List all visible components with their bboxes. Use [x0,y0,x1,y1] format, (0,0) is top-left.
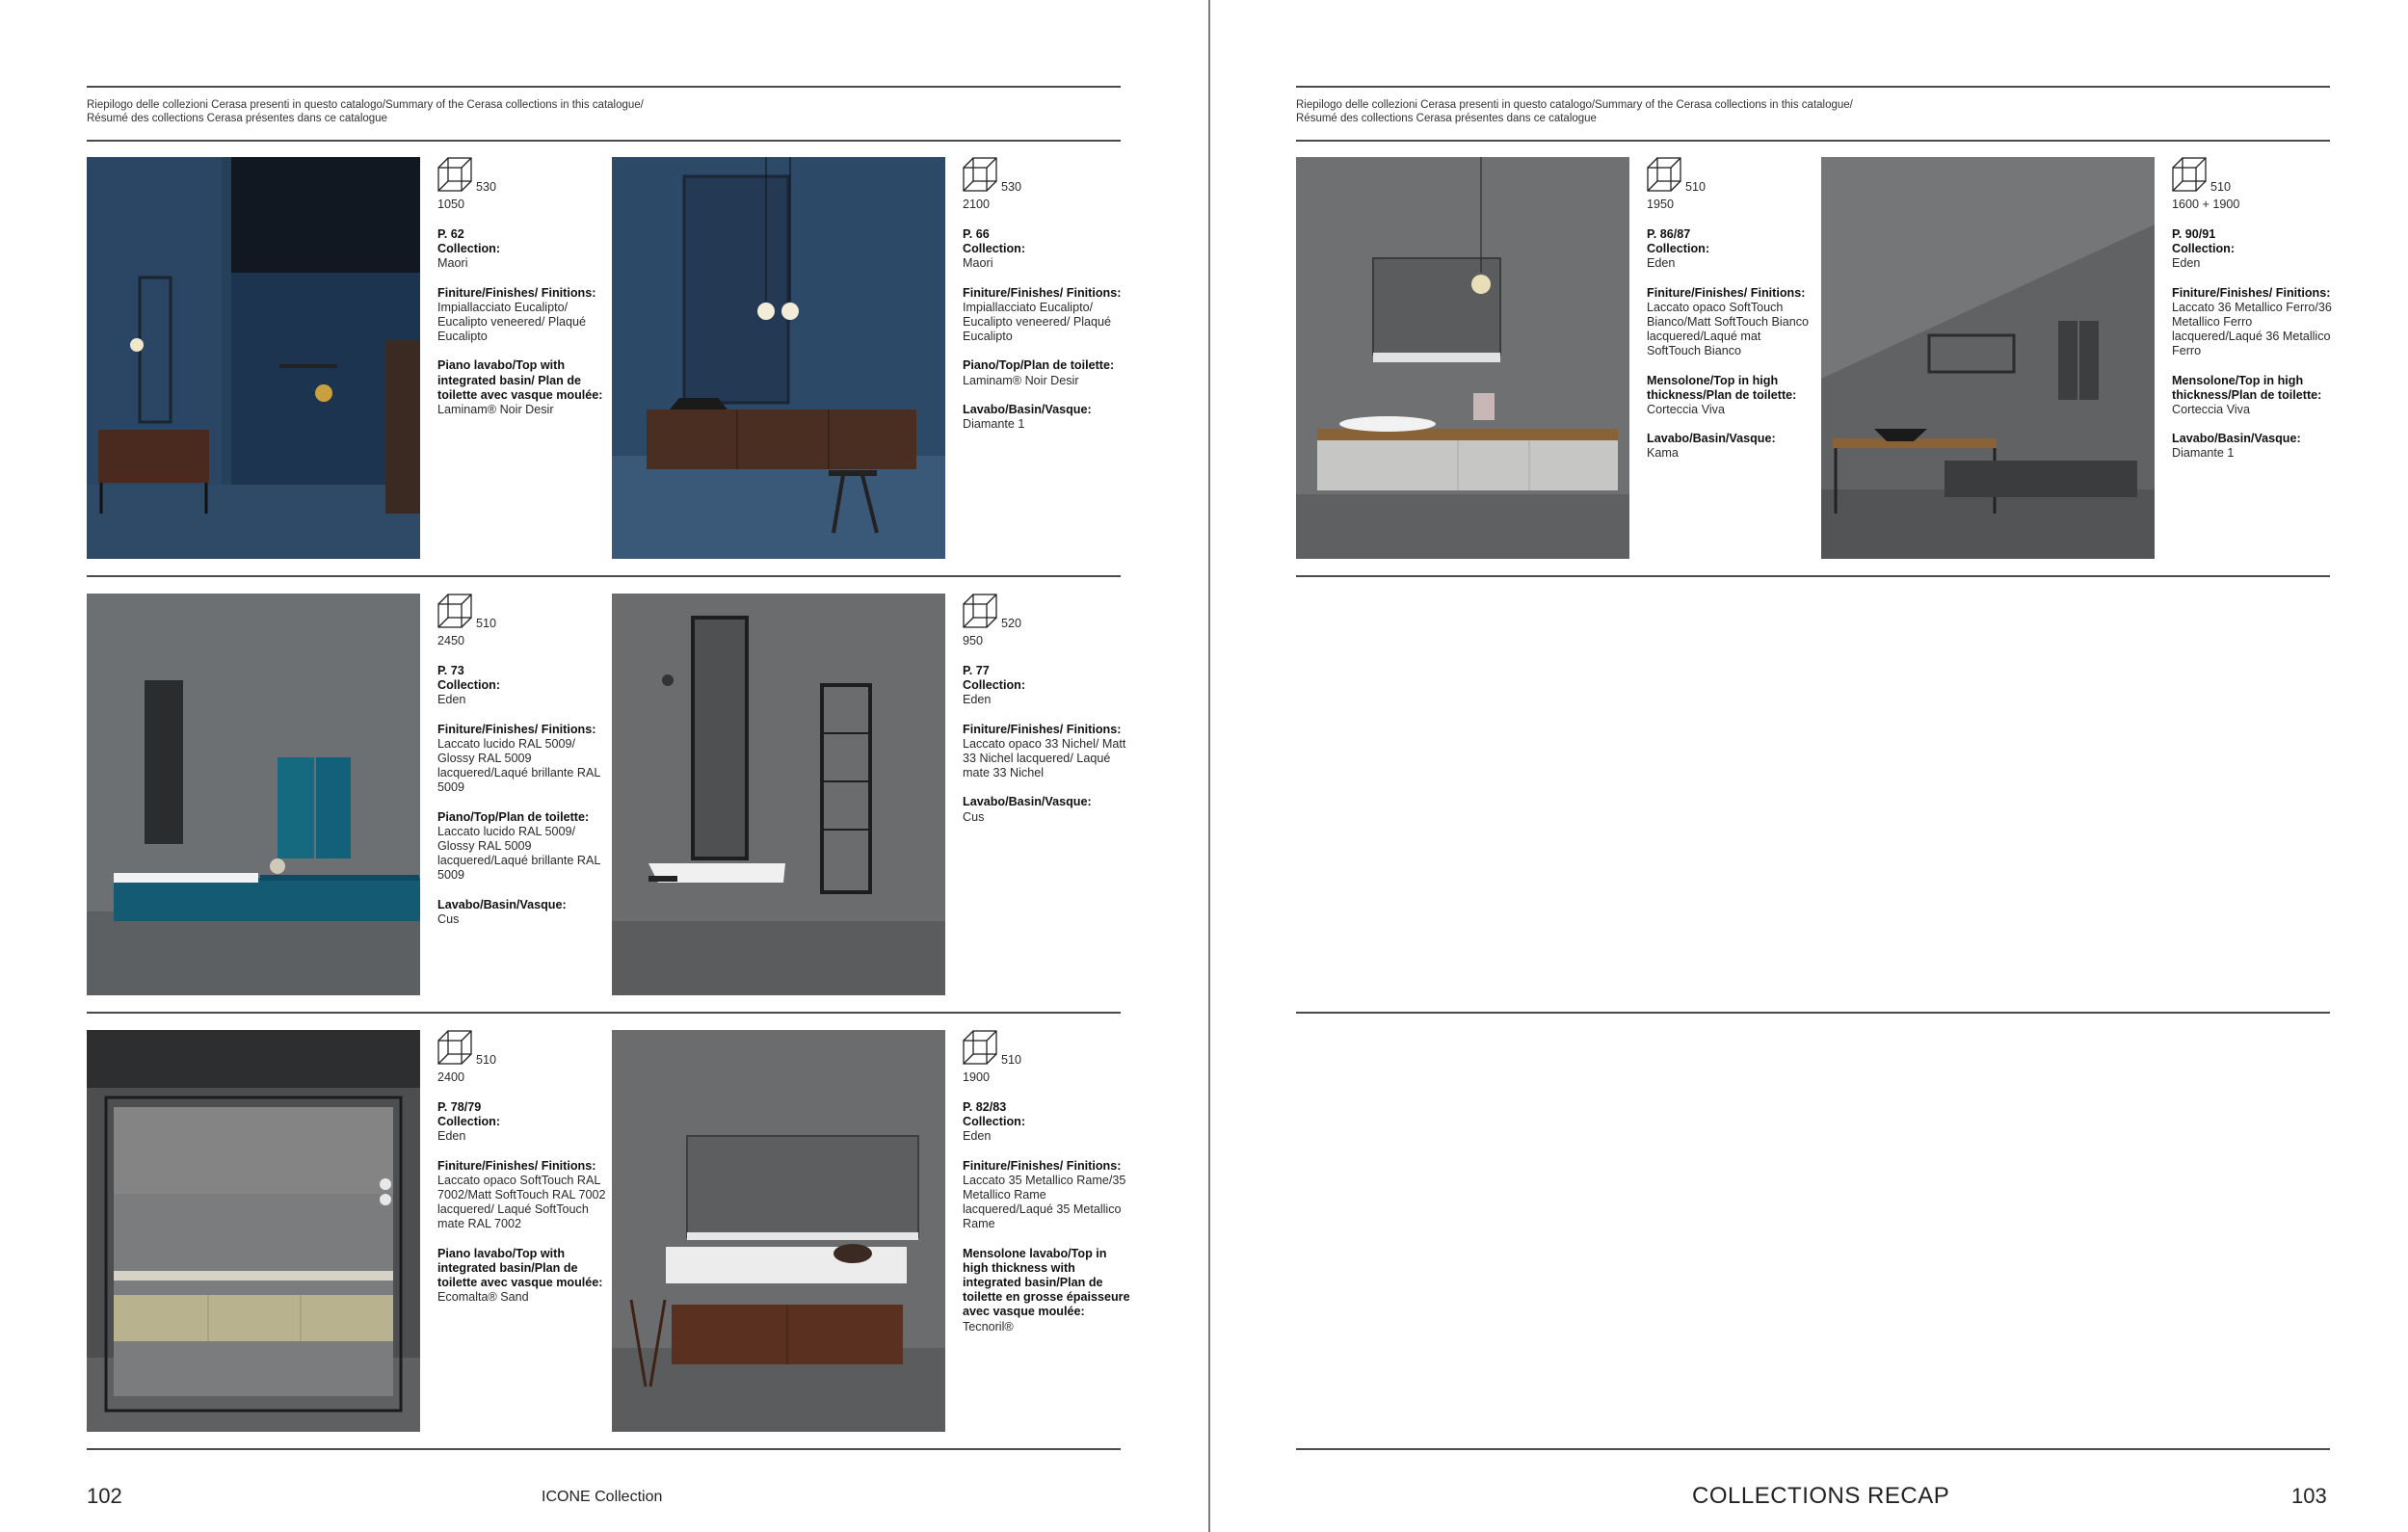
basin-label: Lavabo/Basin/Vasque: [963,795,1092,809]
top-value: Tecnoril® [963,1319,1014,1334]
width-value: 1050 [437,198,465,211]
collection-label: Collection: [437,1115,501,1129]
divider [87,575,1121,577]
divider [87,86,1121,88]
top-label: Mensolone/Top in high thickness/Plan de toilette: [2172,373,2322,402]
collection-name: Eden [1647,256,1676,271]
top-value: Ecomalta® Sand [437,1290,529,1305]
header-line: Résumé des collections Cerasa présentes dans ce catalogue [1296,113,1597,124]
finishes-label: Finiture/Finishes/ Finitions: [1647,285,1806,300]
basin-value: Diamante 1 [963,417,1025,432]
product-photo-maori-p66 [612,157,945,559]
header-line: Résumé des collections Cerasa présentes dans ce catalogue [87,113,387,124]
finishes-label: Finiture/Finishes/ Finitions: [437,722,596,736]
divider [87,1012,1121,1014]
dimensions [963,157,1131,213]
footer-title: COLLECTIONS RECAP [1692,1483,1950,1509]
basin-value: Cus [963,809,985,824]
dimensions [2172,157,2341,213]
divider [1296,575,2330,577]
collection-label: Collection: [963,678,1026,693]
finishes-value: Laccato opaco 33 Nichel/ Matt 33 Nichel lacquered/ Laqué mate 33 Nichel [963,736,1126,780]
finishes-value: Laccato 35 Metallico Rame/35 Metallico Rame lacquered/Laqué 35 Metallico Rame [963,1173,1126,1231]
width-value: 1900 [963,1070,991,1084]
product-info-card [437,157,606,417]
collection-name: Maori [437,256,468,271]
product-info-card [963,157,1131,432]
product-photo-eden-p77 [612,594,945,995]
collection-label: Collection: [437,678,501,693]
finishes-value: Laccato opaco SoftTouch RAL 7002/Matt SoftTouch RAL 7002 lacquered/ Laqué SoftTouch mate RAL 7002 [437,1173,606,1231]
width-value: 2100 [963,198,991,211]
finishes-label: Finiture/Finishes/ Finitions: [963,285,1122,300]
width-value: 950 [963,634,984,647]
product-info-card [1647,157,1815,462]
basin-label: Lavabo/Basin/Vasque: [437,897,567,911]
finishes-label: Finiture/Finishes/ Finitions: [2172,285,2331,300]
page-reference: P. 82/83 [963,1100,1007,1114]
collection-label: Collection: [963,1115,1026,1129]
dimensions [1647,157,1815,213]
page-reference: P. 90/91 [2172,227,2216,241]
right-page [1296,0,2337,1532]
top-value: Laccato lucido RAL 5009/ Glossy RAL 5009 lacquered/Laqué brillante RAL 5009 [437,824,600,883]
page-header [1296,98,2163,125]
dimensions [437,1030,606,1086]
top-value: Laminam® Noir Desir [963,373,1079,387]
page-reference: P. 73 [437,664,464,677]
product-photo-eden-p90 [1821,157,2155,559]
finishes-label: Finiture/Finishes/ Finitions: [963,1158,1122,1173]
finishes-label: Finiture/Finishes/ Finitions: [963,722,1122,736]
product-photo-eden-p86 [1296,157,1629,559]
top-value: Laminam® Noir Desir [437,403,554,417]
product-photo-maori-p62 [87,157,420,559]
header-line: Riepilogo delle collezioni Cerasa presenti in questo catalogo/Summary of the Cerasa collections in this catalogue/ [1296,99,1853,111]
page-number: 102 [87,1484,122,1508]
product-info-card [2172,157,2341,462]
width-value: 1600 + 1900 [2172,198,2240,211]
depth-value: 530 [1001,180,1022,194]
width-value: 2400 [437,1070,465,1084]
product-photo-eden-p73 [87,594,420,995]
cube-wireframe-icon [2172,157,2207,192]
collection-name: Maori [963,256,993,271]
cube-wireframe-icon [963,1030,997,1065]
depth-value: 510 [1685,180,1707,194]
product-photo-eden-p78 [87,1030,420,1432]
left-page [87,0,1130,1532]
divider [87,1448,1121,1450]
basin-value: Kama [1647,446,1679,461]
page-spine [1208,0,1210,1532]
product-photo-eden-p82 [612,1030,945,1432]
finishes-value: Laccato opaco SoftTouch Bianco/Matt SoftTouch Bianco lacquered/Laqué mat SoftTouch Bianco [1647,300,1810,358]
page-reference: P. 77 [963,664,990,677]
footer-title: ICONE Collection [542,1489,663,1505]
depth-value: 510 [476,617,497,630]
finishes-value: Laccato lucido RAL 5009/ Glossy RAL 5009 lacquered/Laqué brillante RAL 5009 [437,736,600,795]
cube-wireframe-icon [963,157,997,192]
top-label: Mensolone/Top in high thickness/Plan de toilette: [1647,373,1797,402]
cube-wireframe-icon [437,157,472,192]
product-info-card [437,1030,606,1305]
dimensions [963,594,1131,649]
depth-value: 530 [476,180,497,194]
divider [87,140,1121,142]
collection-label: Collection: [1647,242,1710,256]
divider [1296,1012,2330,1014]
basin-value: Cus [437,911,460,926]
page-reference: P. 78/79 [437,1100,482,1114]
top-label: Piano/Top/Plan de toilette: [437,809,590,824]
collection-name: Eden [437,693,466,707]
divider [1296,140,2330,142]
finishes-value: Impiallacciato Eucalipto/ Eucalipto veneered/ Plaqué Eucalipto [963,300,1112,344]
width-value: 2450 [437,634,465,647]
depth-value: 510 [1001,1053,1022,1067]
collection-name: Eden [2172,256,2201,271]
top-value: Corteccia Viva [2172,403,2250,417]
cube-wireframe-icon [1647,157,1681,192]
basin-value: Diamante 1 [2172,446,2235,461]
dimensions [963,1030,1131,1086]
page-reference: P. 62 [437,227,464,241]
divider [1296,86,2330,88]
cube-wireframe-icon [437,1030,472,1065]
top-label: Piano lavabo/Top with integrated basin/ Plan de toilette avec vasque moulée: [437,358,603,402]
basin-label: Lavabo/Basin/Vasque: [1647,432,1776,446]
depth-value: 510 [476,1053,497,1067]
product-info-card [963,1030,1131,1334]
page-reference: P. 86/87 [1647,227,1691,241]
finishes-value: Laccato 36 Metallico Ferro/36 Metallico Ferro lacquered/Laqué 36 Metallico Ferro [2172,300,2332,358]
collection-name: Eden [963,1129,992,1144]
collection-label: Collection: [437,242,501,256]
page-reference: P. 66 [963,227,990,241]
finishes-label: Finiture/Finishes/ Finitions: [437,285,596,300]
cube-wireframe-icon [963,594,997,628]
product-info-card [437,594,606,927]
collection-name: Eden [437,1129,466,1144]
top-label: Piano/Top/Plan de toilette: [963,358,1115,373]
basin-label: Lavabo/Basin/Vasque: [2172,432,2301,446]
width-value: 1950 [1647,198,1675,211]
dimensions [437,157,606,213]
top-label: Piano lavabo/Top with integrated basin/Plan de toilette avec vasque moulée: [437,1246,603,1290]
basin-label: Lavabo/Basin/Vasque: [963,402,1092,416]
top-value: Corteccia Viva [1647,403,1725,417]
collection-label: Collection: [963,242,1026,256]
collection-name: Eden [963,693,992,707]
product-info-card [963,594,1131,825]
cube-wireframe-icon [437,594,472,628]
finishes-value: Impiallacciato Eucalipto/ Eucalipto veneered/ Plaqué Eucalipto [437,300,587,344]
page-header [87,98,954,125]
top-label: Mensolone lavabo/Top in high thickness with integrated basin/Plan de toilette en grosse épaisseure avec vasque moulée: [963,1246,1130,1319]
page-number: 103 [2291,1484,2327,1508]
header-line: Riepilogo delle collezioni Cerasa presenti in questo catalogo/Summary of the Cerasa collections in this catalogue/ [87,99,644,111]
divider [1296,1448,2330,1450]
dimensions [437,594,606,649]
depth-value: 520 [1001,617,1022,630]
depth-value: 510 [2210,180,2232,194]
collection-label: Collection: [2172,242,2236,256]
finishes-label: Finiture/Finishes/ Finitions: [437,1158,596,1173]
